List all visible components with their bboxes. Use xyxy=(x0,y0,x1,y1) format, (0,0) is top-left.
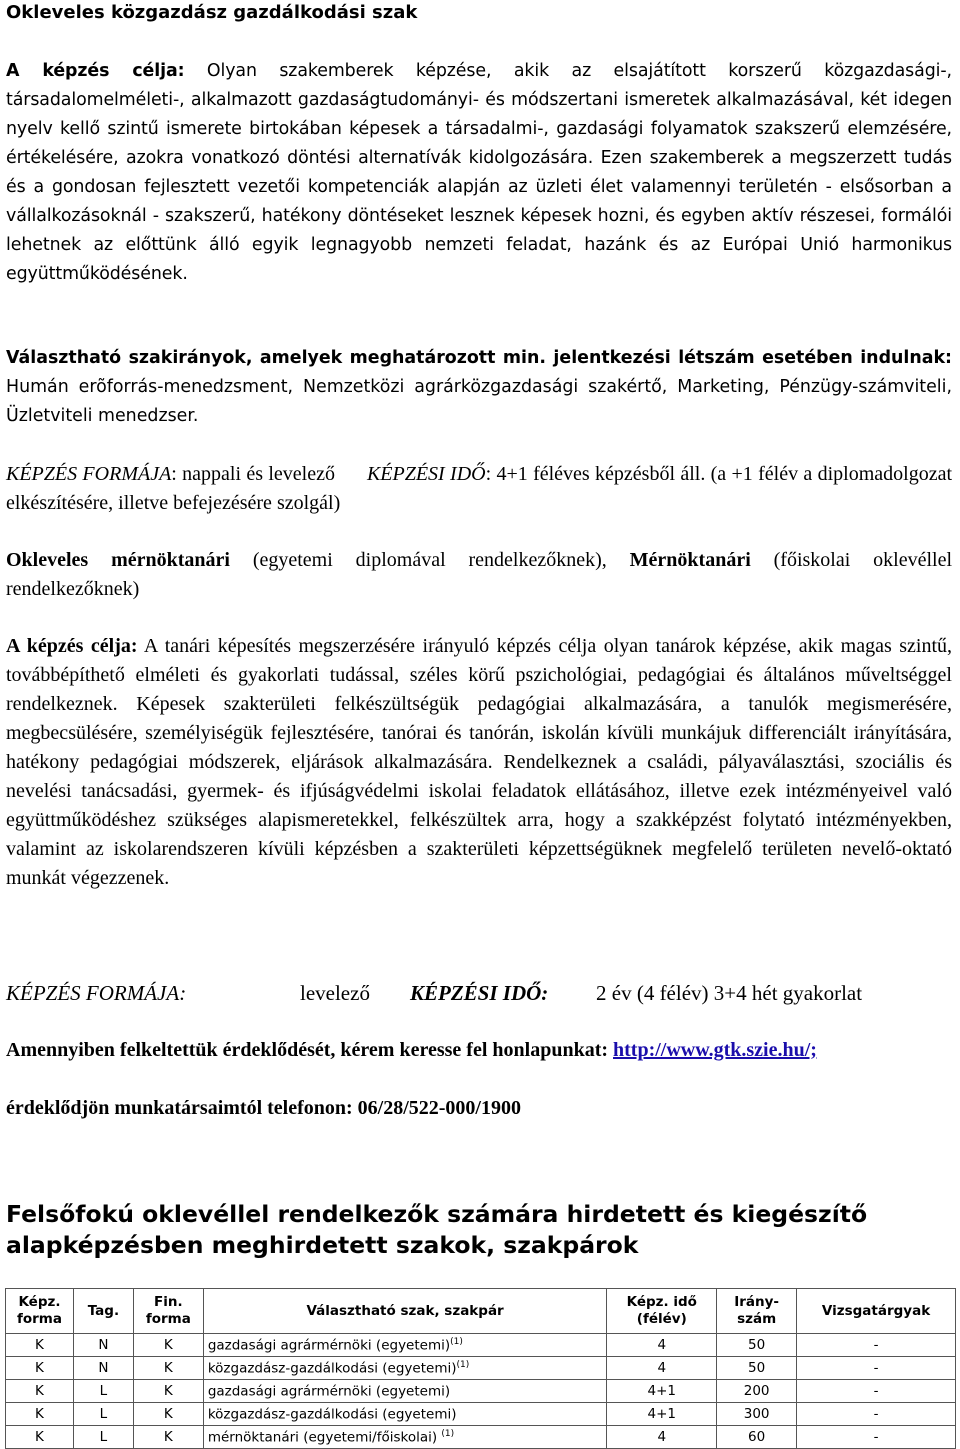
cell-szam: 50 xyxy=(717,1357,797,1380)
footnote-mark: (1) xyxy=(450,1336,463,1347)
header-szak: Választható szak, szakpár xyxy=(203,1289,607,1334)
training-duration-value-2: 2 év (4 félév) 3+4 hét gyakorlat xyxy=(596,981,863,1005)
cell-szak xyxy=(203,1380,607,1403)
header-vizsga: Vizsgatárgyak xyxy=(797,1289,956,1334)
label-goal-teacher: A képzés célja: xyxy=(6,635,138,657)
label-goal: A képzés célja: xyxy=(6,61,185,81)
paragraph-training-form xyxy=(6,460,952,518)
engineer-teacher-college-note: (főiskolai oklevéllel rendelkezőknek) xyxy=(6,549,952,600)
label-training-form: KÉPZÉS FORMÁJA xyxy=(6,463,172,485)
cell-vizsga: - xyxy=(797,1403,956,1426)
cell-fin: K xyxy=(133,1334,203,1357)
paragraph-goal-economist xyxy=(6,57,952,289)
table-row xyxy=(6,1426,956,1449)
cell-ido: 4+1 xyxy=(607,1403,717,1426)
cell-forma: K xyxy=(6,1380,74,1403)
cell-szak xyxy=(203,1357,607,1380)
table-row xyxy=(6,1380,956,1403)
table-row xyxy=(6,1403,956,1426)
footnote-mark: (1) xyxy=(441,1428,455,1439)
header-tag: Tag. xyxy=(73,1289,133,1334)
cell-szak xyxy=(203,1334,607,1357)
heading-engineer-teacher: Okleveles mérnöktanári xyxy=(6,549,230,571)
szak-name: közgazdász-gazdálkodási (egyetemi) xyxy=(207,1360,457,1377)
cell-fin: K xyxy=(133,1380,203,1403)
szak-name: gazdasági agrármérnöki (egyetemi) xyxy=(207,1383,451,1400)
cell-forma: K xyxy=(6,1334,74,1357)
cell-vizsga: - xyxy=(797,1357,956,1380)
paragraph-engineer-teacher xyxy=(6,546,952,604)
contact-text: Amennyiben felkeltettük érdeklődését, kérem keresse fel honlapunkat: xyxy=(6,1039,609,1061)
phone-line: érdeklődjön munkatársaimtól telefonon: 06/28/522-000/1900 xyxy=(6,1097,521,1119)
training-form-value-2: levelező xyxy=(300,981,370,1005)
specializations-text: Humán erõforrás-menedzsment, Nemzetközi agrárközgazdasági szakértő, Marketing, Pénzügy-számviteli, Üzletviteli menedzser. xyxy=(6,377,952,426)
cell-tag: L xyxy=(73,1380,133,1403)
cell-vizsga: - xyxy=(797,1334,956,1357)
cell-szam: 50 xyxy=(717,1334,797,1357)
colon: : xyxy=(179,981,187,1005)
cell-vizsga: - xyxy=(797,1426,956,1449)
cell-vizsga: - xyxy=(797,1380,956,1403)
contact-paragraph xyxy=(6,1036,952,1065)
cell-forma: K xyxy=(6,1403,74,1426)
paragraph-specializations xyxy=(6,344,952,431)
table-row xyxy=(6,1334,956,1357)
cell-forma: K xyxy=(6,1426,74,1449)
cell-forma: K xyxy=(6,1357,74,1380)
cell-szam: 60 xyxy=(717,1426,797,1449)
section-title: Felsőfokú oklevéllel rendelkezők számára hirdetett és kiegészítő alapképzésben meghirdetett szakok, szakpárok xyxy=(6,1200,868,1259)
header-fin: Fin. forma xyxy=(133,1289,203,1334)
szak-name: mérnöktanári (egyetemi/főiskolai) xyxy=(207,1429,442,1446)
cell-tag: L xyxy=(73,1426,133,1449)
goal-text: Olyan szakemberek képzése, akik az elsajátított korszerű közgazdasági-, társadalomelméleti-, alkalmazott gazdaságtudományi- és módszertani ismeretek alkalmazásával, két idegen nyelv kellő szintű ismerete birtokában képesek a társadalmi-, gazdasági folyamatok szakszerű elemzésére, értékelésére, azokra vonatkozó döntési alternatívák kidolgozására. Ezen szakemberek a megszerzett tudás és a gondosan fejlesztett vezetői kompetenciák alapján az üzleti élet valamennyi területén - elsősorban a vállalkozásoknál - szakszerű, hatékony döntéseket lesznek képesek hozni, és egyben aktív részesei, formálói lehetnek az előttünk álló egyik legnagyobb nemzeti feladat, hazánk és az Európai Unió harmonikus együttműködésének. xyxy=(6,61,952,284)
footnote-mark: (1) xyxy=(456,1359,470,1370)
cell-fin: K xyxy=(133,1357,203,1380)
table-header-row xyxy=(6,1289,956,1334)
label-training-duration-2: KÉPZÉSI IDŐ: xyxy=(410,981,549,1005)
label-training-form-2: KÉPZÉS FORMÁJA xyxy=(6,981,180,1005)
engineer-teacher-note: (egyetemi diplomával rendelkezőknek), xyxy=(229,549,630,571)
paragraph-goal-teacher xyxy=(6,632,952,893)
website-link[interactable]: http://www.gtk.szie.hu/; xyxy=(613,1039,817,1061)
cell-tag: L xyxy=(73,1403,133,1426)
header-szam: Irány-szám xyxy=(717,1289,797,1334)
cell-fin: K xyxy=(133,1403,203,1426)
cell-szam: 300 xyxy=(717,1403,797,1426)
heading-engineer-teacher-college: Mérnöktanári xyxy=(629,549,751,571)
training-duration-value: : 4+1 féléves képzésből áll. (a +1 félév a diplomadolgozat elkészítésére, illetve befejezésére szolgál) xyxy=(6,463,953,514)
cell-tag: N xyxy=(73,1357,133,1380)
szak-name: közgazdász-gazdálkodási (egyetemi) xyxy=(207,1406,457,1423)
table-row xyxy=(6,1357,956,1380)
cell-fin: K xyxy=(133,1426,203,1449)
goal-teacher-text: A tanári képesítés megszerzésére irányuló képzés célja olyan tanárok képzése, akik magas szintű, továbbépíthető elméleti és gyakorlati tudással, széles körű pszichológiai, pedagógiai és általános műveltséggel rendelkeznek. Képesek szakterületi felkészültségük pedagógiai alkalmazására, a tanulók megismerésére, megbecsülésére, személyiségük fejlesztésére, tanórai és tanórán, iskolán kívüli munkájuk differenciált irányítására, hatékony pedagógiai módszerek, eljárások alkalmazására. Rendelkeznek a családi, pályaválasztási, szociális és nevelési tanácsadási, gyermek- és ifjúságvédelmi iskolai feladatok ellátásához, illetve ezek intézményeivel való együttműködéshez szükséges alapismeretekkel, felkészültek arra, hogy a szakképzést folytató intézményekben, valamint az iskolarendszeren kívüli képzésben a szakterületi képzettségüknek megfelelő területen nevelő-oktató munkát végezzenek. xyxy=(6,635,952,889)
label-specializations: Választható szakirányok, amelyek meghatározott min. jelentkezési létszám esetében indulnak: xyxy=(6,348,952,368)
label-training-duration: KÉPZÉSI IDŐ xyxy=(366,463,486,485)
cell-szam: 200 xyxy=(717,1380,797,1403)
szak-name: gazdasági agrármérnöki (egyetemi) xyxy=(207,1337,451,1354)
cell-ido: 4 xyxy=(607,1426,717,1449)
training-form-value: : nappali és levelező xyxy=(171,463,335,485)
cell-szak xyxy=(203,1426,607,1449)
header-forma: Képz. forma xyxy=(6,1289,74,1334)
cell-tag: N xyxy=(73,1334,133,1357)
training-form-row xyxy=(6,978,956,1008)
cell-ido: 4+1 xyxy=(607,1380,717,1403)
cell-szak xyxy=(203,1403,607,1426)
header-ido: Képz. idő (félév) xyxy=(607,1289,717,1334)
page-title: Okleveles közgazdász gazdálkodási szak xyxy=(6,2,418,23)
cell-ido: 4 xyxy=(607,1357,717,1380)
programs-table xyxy=(5,1288,956,1449)
cell-ido: 4 xyxy=(607,1334,717,1357)
